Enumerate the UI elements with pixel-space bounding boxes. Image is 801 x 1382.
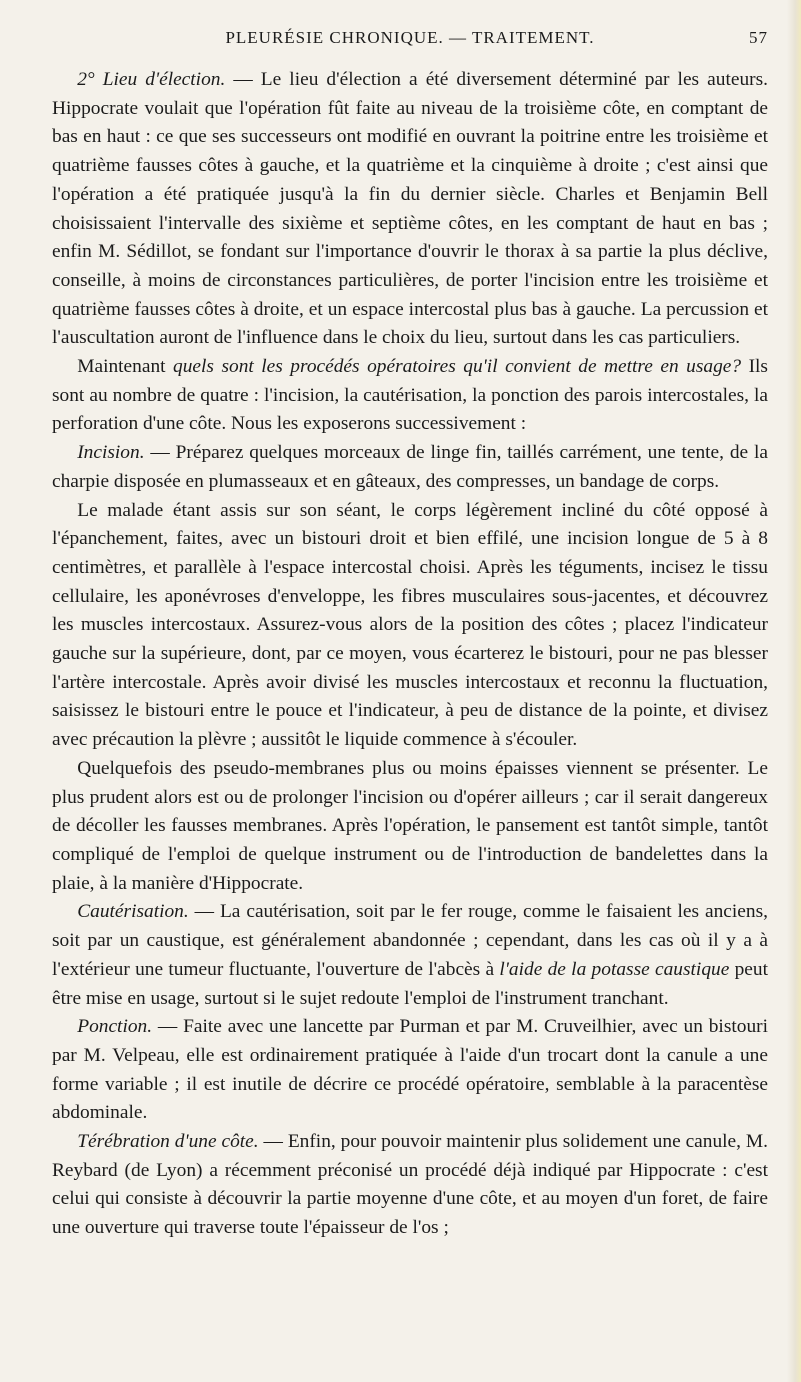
paragraph-text-pre: Maintenant [77, 356, 174, 378]
paragraph-incision [52, 439, 768, 496]
section-lead: 2° Lieu d'élection. [77, 69, 226, 90]
paragraph-text-end: peut être mise en usage, surtout si le sujet redoute l'emploi de l'instrument tranchant. [52, 958, 768, 1009]
paragraph-text: Le malade étant assis sur son séant, le corps légèrement incliné du côté opposé à l'épanchement, faites, avec un bistouri droit et bien effilé, une incision longue de 5 à 8 centimètres, et parallèle à l'espace intercostal choisi. Après les téguments, incisez le tissu cellulaire, les aponévroses d'enveloppe, les fibres musculaires sous-jacentes, et découvrez les muscles intercostaux. Assurez-vous alors de la position des côtes ; placez l'indicateur gauche sur la supérieure, dont, par ce moyen, vous écarterez le bistouri, pour ne pas blesser l'artère intercostale. Après avoir divisé les muscles intercostaux et reconnu la fluctuation, saisissez le bistouri entre le pouce et l'indicateur, à peu de distance de la pointe, et divisez avec précaution la plèvre ; aussitôt le liquide commence à s'écouler. [52, 499, 768, 751]
paragraph-text: — Enfin, pour pouvoir maintenir plus solidement une canule, M. Reybard (de Lyon) a récemment préconisé un procédé déjà indiqué par Hippocrate : c'est celui qui consiste à découvrir la partie moyenne d'une côte, et au moyen d'un foret, de faire une ouverture qui traverse toute l'épaisseur de l'os ; [52, 1131, 768, 1239]
paragraph-text: — Préparez quelques morceaux de linge fin, taillés carrément, une tente, de la charpie disposée en plumasseaux et en gâteaux, des compresses, un bandage de corps. [52, 442, 768, 492]
section-lead: Térébration d'une côte. [77, 1131, 259, 1153]
paragraph-text: Quelquefois des pseudo-membranes plus ou moins épaisses viennent se présenter. Le plus prudent alors est ou de prolonger l'incision ou d'opérer ailleurs ; car il serait dangereux de décoller les fausses membranes. Après l'opération, le pansement est tantôt simple, tantôt compliqué de l'emploi de quelque instrument ou de l'introduction de bandelettes dans la plaie, à la manière d'Hippocrate. [52, 757, 768, 894]
book-page [52, 28, 768, 1243]
paragraph-cauterisation [52, 898, 768, 1013]
italic-question: quels sont les procédés opératoires qu'il convient de mettre en usage? [173, 356, 742, 378]
running-head [52, 28, 768, 58]
section-lead: Ponction. [77, 1016, 153, 1038]
paragraph-text: — Le lieu d'élection a été diversement déterminé par les auteurs. Hippocrate voulait que l'opération fût faite au niveau de la troisième côte, en comptant de bas en haut : ce que ses successeurs ont modifié en ouvrant la poitrine entre les troisième et quatrième fausses côtes à gauche, et la quatrième et la cinquième à droite ; c'est ainsi que l'opération a été pratiquée jusqu'à la fin du dernier siècle. Charles et Benjamin Bell choisissaient l'intervalle des sixième et septième côtes, en les comptant de haut en bas ; enfin M. Sédillot, se fondant sur l'importance d'ouvrir le thorax à sa partie la plus déclive, conseille, à moins de circonstances particulières, de porter l'incision entre les troisième et quatrième fausses côtes à droite, et un espace intercostal plus bas à gauche. La percussion et l'auscultation auront de l'influence dans le choix du lieu, surtout dans les cas particuliers. [52, 69, 768, 349]
body-text [52, 66, 768, 1243]
paragraph-malade [52, 497, 768, 755]
paragraph-terebration [52, 1128, 768, 1243]
paragraph-text: Ils sont au nombre de quatre : l'incision, la cautérisation, la ponction des parois intercostales, la perforation d'une côte. Nous les exposerons successivement : [52, 356, 768, 435]
italic-phrase: l'aide de la potasse caustique [499, 958, 730, 980]
paragraph-procedes [52, 353, 768, 439]
paragraph-ponction [52, 1013, 768, 1128]
paragraph-pseudo-membranes [52, 755, 768, 899]
page-number: 57 [749, 28, 768, 47]
running-title: PLEURÉSIE CHRONIQUE. — TRAITEMENT. [225, 28, 595, 47]
page-edge-shadow [787, 0, 801, 1382]
section-lead: Incision. [77, 442, 145, 464]
paragraph-lieu-election [52, 66, 768, 353]
paragraph-text: — Faite avec une lancette par Purman et par M. Cruveilhier, avec un bistouri par M. Velpeau, elle est ordinairement pratiquée à l'aide d'un trocart dont la canule a une forme variable ; il est inutile de décrire ce procédé opératoire, semblable à la paracentèse abdominale. [52, 1016, 768, 1124]
paragraph-text: — La cautérisation, soit par le fer rouge, comme le faisaient les anciens, soit par un caustique, est généralement abandonnée ; cependant, dans les cas où il y a à l'extérieur une tumeur fluctuante, l'ouverture de l'abcès à [52, 901, 768, 980]
section-lead: Cautérisation. [77, 901, 189, 923]
